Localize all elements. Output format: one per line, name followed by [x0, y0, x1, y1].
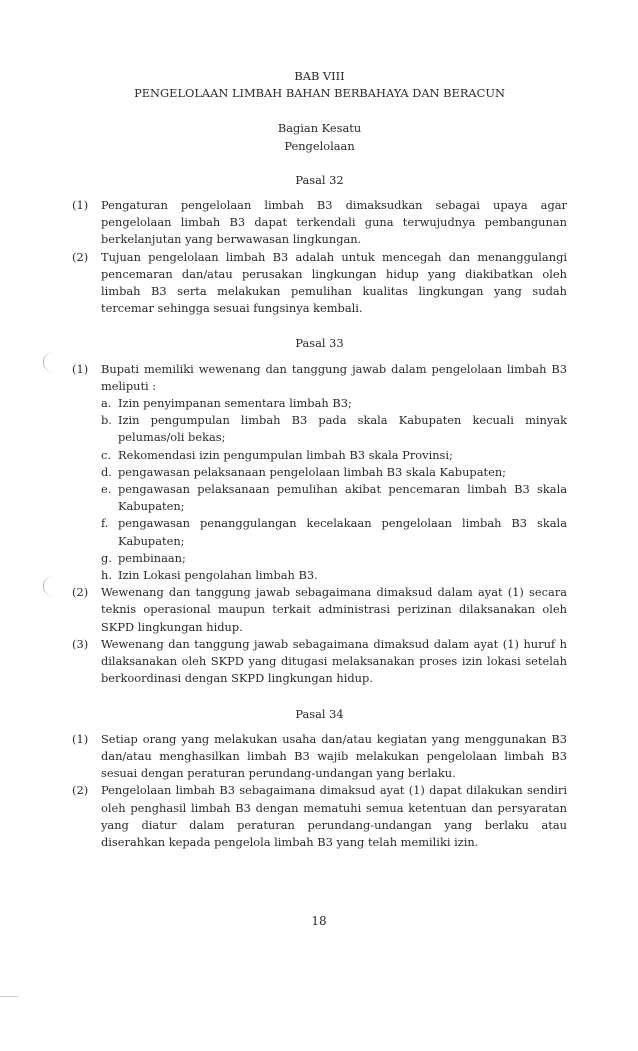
paragraph-text: Bupati memiliki wewenang dan tanggung jawab dalam pengelolaan limbah B3 meliputi : [101, 361, 567, 393]
paragraph-text: Setiap orang yang melakukan usaha dan/atau kegiatan yang menggunakan B3 dan/atau menghasilkan limbah B3 wajib melakukan pengelolaan limbah B3 sesuai dengan peraturan perundang-undangan yang berlaku. [101, 731, 567, 781]
punch-hole-mark [43, 576, 58, 596]
sub-item-letter: f. [101, 516, 109, 531]
article-paragraph [72, 361, 567, 585]
article-paragraph-list [72, 361, 567, 688]
page-number: 18 [311, 914, 327, 928]
paragraph-text: Tujuan pengelolaan limbah B3 adalah untuk mencegah dan menanggulangi pencemaran dan/atau perusakan lingkungan hidup yang diakibatkan oleh limbah B3 serta melakukan pemulihan kualitas lingkungan yang sudah tercemar sehingga sesuai fungsinya kembali. [101, 249, 567, 316]
paragraph-text: Pengelolaan limbah B3 sebagaimana dimaksud ayat (1) dapat dilakukan sendiri oleh penghasil limbah B3 dengan mematuhi semua ketentuan dan persyaratan yang diatur dalam peraturan perundang-undangan yang berlaku atau diserahkan kepada pengelola limbah B3 yang telah memiliki izin. [101, 783, 567, 849]
sub-item-list [101, 395, 567, 584]
sub-item [101, 447, 567, 464]
sub-item-text: Izin penyimpanan sementara limbah B3; [118, 396, 352, 411]
sub-item [101, 550, 567, 567]
article-paragraph [72, 249, 567, 318]
sub-item-letter: h. [101, 568, 112, 583]
article-paragraph [72, 782, 567, 851]
sub-item [101, 481, 567, 515]
sub-item [101, 395, 567, 412]
section-title: Pengelolaan [284, 138, 355, 153]
article-paragraph [72, 584, 567, 636]
sub-item-letter: d. [101, 464, 112, 479]
sub-item-letter: g. [101, 550, 112, 565]
article-title: Pasal 34 [295, 706, 344, 721]
sub-item-text: Izin pengumpulan limbah B3 pada skala Kabupaten kecuali minyak pelumas/oli bekas; [118, 413, 567, 445]
article-title: Pasal 32 [295, 172, 344, 187]
paragraph-number: (1) [72, 731, 89, 746]
sub-item-text: Rekomendasi izin pengumpulan limbah B3 skala Provinsi; [118, 447, 453, 462]
scan-edge-mark [0, 996, 18, 997]
punch-hole-mark [43, 352, 58, 372]
paragraph-text: Wewenang dan tanggung jawab sebagaimana dimaksud dalam ayat (1) secara teknis operasional maupun terkait administrasi perizinan dilaksanakan oleh SKPD lingkungan hidup. [101, 585, 567, 634]
sub-item-letter: b. [101, 413, 112, 428]
paragraph-number: (2) [72, 783, 89, 798]
article-paragraph [72, 197, 567, 249]
paragraph-number: (1) [72, 361, 89, 376]
article-paragraph-list [72, 731, 567, 851]
article-title: Pasal 33 [295, 336, 344, 351]
sub-item-text: pengawasan penanggulangan kecelakaan pengelolaan limbah B3 skala Kabupaten; [118, 516, 567, 548]
sub-item [101, 515, 567, 549]
paragraph-number: (2) [72, 585, 89, 600]
sub-item-letter: e. [101, 482, 112, 497]
sub-item-text: pembinaan; [118, 550, 186, 565]
article-paragraph-list [72, 197, 567, 317]
sub-item-text: Izin Lokasi pengolahan limbah B3. [118, 568, 318, 583]
sub-item [101, 412, 567, 446]
paragraph-number: (2) [72, 249, 89, 264]
article-paragraph [72, 636, 567, 688]
section-heading: Bagian Kesatu [277, 121, 362, 136]
paragraph-number: (1) [72, 198, 89, 213]
paragraph-number: (3) [72, 636, 89, 651]
chapter-title: PENGELOLAAN LIMBAH BAHAN BERBAHAYA DAN BERACUN [134, 86, 505, 101]
document-body [72, 68, 567, 851]
sub-item [101, 464, 567, 481]
sub-item-text: pengawasan pelaksanaan pemulihan akibat pencemaran limbah B3 skala Kabupaten; [118, 482, 567, 514]
sub-item-letter: c. [101, 447, 112, 462]
paragraph-text: Wewenang dan tanggung jawab sebagaimana dimaksud dalam ayat (1) huruf h dilaksanakan oleh SKPD yang ditugasi melaksanakan proses izin lokasi setelah berkoordinasi dengan SKPD lingkungan hidup. [101, 636, 567, 686]
article-paragraph [72, 731, 567, 783]
sub-item [101, 567, 567, 584]
paragraph-text: Pengaturan pengelolaan limbah B3 dimaksudkan sebagai upaya agar pengelolaan limbah B3 dapat terkendali guna terwujudnya pembangunan berkelanjutan yang berwawasan lingkungan. [101, 198, 567, 247]
chapter-heading: BAB VIII [294, 69, 345, 83]
sub-item-letter: a. [101, 396, 112, 411]
sub-item-text: pengawasan pelaksanaan pengelolaan limbah B3 skala Kabupaten; [118, 464, 507, 479]
